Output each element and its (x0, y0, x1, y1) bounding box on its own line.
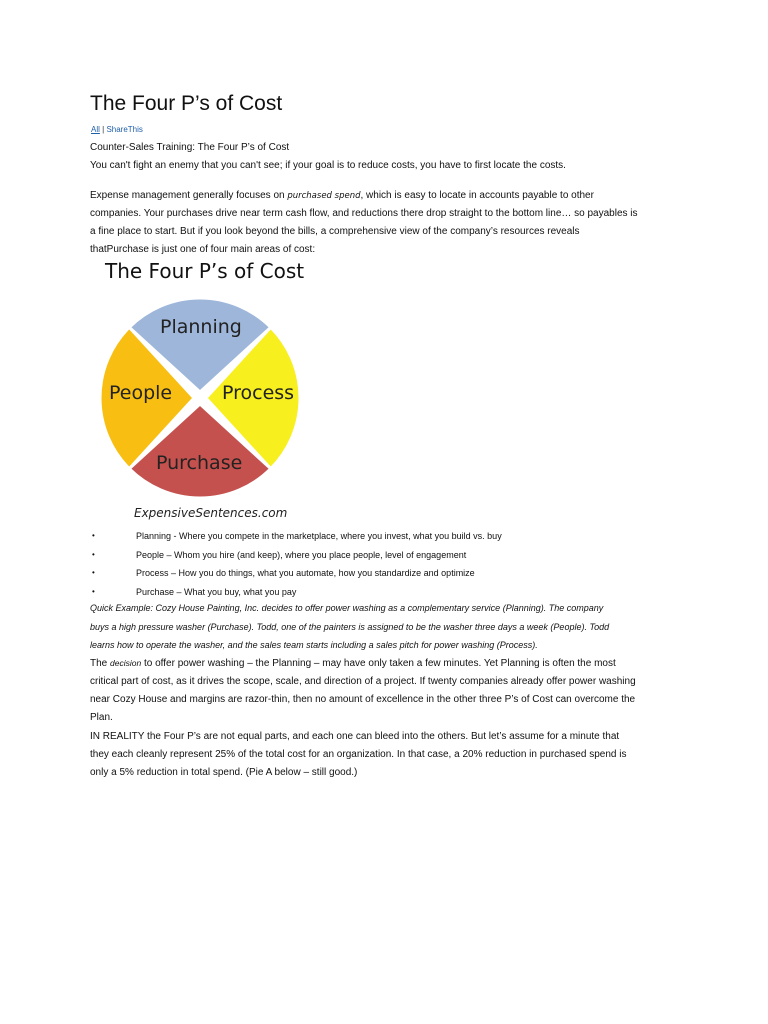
decision-line-1 (90, 654, 690, 673)
decision-paragraph (90, 654, 690, 727)
purchased-spend-emphasis: purchased spend (287, 191, 361, 201)
link-separator: | (102, 125, 105, 134)
example-line: Quick Example: Cozy House Painting, Inc. decides to offer power washing as a complementary service (Planning). The company (90, 603, 604, 613)
figure-title: The Four P’s of Cost (105, 259, 305, 283)
sharethis-link[interactable]: ShareThis (106, 125, 143, 134)
expense-line-2: companies. Your purchases drive near term cash flow, and reductions there drop straight to the bottom line… so payables is (90, 208, 638, 219)
bullet-text: Planning - Where you compete in the marketplace, where you invest, what you build vs. buy (136, 531, 502, 541)
reality-line: they each cleanly represent 25% of the total cost for an organization. In that case, a 20% reduction in purchased spend is (90, 749, 627, 760)
decision-line-4: Plan. (90, 712, 113, 723)
bullet-marker: • (92, 568, 95, 577)
expense-text: Expense management generally focuses on (90, 190, 288, 201)
expense-line-3: a fine place to start. But if you look beyond the bills, a comprehensive view of the company’s resources reveals (90, 226, 580, 237)
bullet-text: Process – How you do things, what you automate, how you standardize and optimize (136, 568, 475, 578)
page-title: The Four P’s of Cost (90, 92, 283, 115)
expense-line-4: thatPurchase is just one of four main areas of cost: (90, 244, 316, 255)
subtitle: Counter-Sales Training: The Four P’s of Cost (90, 142, 290, 153)
intro-paragraph: You can't fight an enemy that you can't see; if your goal is to reduce costs, you have to first locate the costs. (90, 160, 566, 171)
quick-example-paragraph (90, 599, 690, 655)
bullet-marker: • (92, 549, 95, 559)
bullet-text: People – Whom you hire (and keep), where you place people, level of engagement (136, 549, 467, 560)
figure-credit: ExpensiveSentences.com (134, 506, 288, 520)
people-label: People (109, 382, 173, 404)
expense-text: , which is easy to locate in accounts payable to other (360, 190, 594, 201)
reality-paragraph (90, 728, 690, 782)
decision-emphasis: decision (110, 658, 142, 668)
purchase-label: Purchase (156, 452, 243, 474)
bullet-text: Purchase – What you buy, what you pay (136, 586, 297, 597)
decision-line-2: critical part of cost, as it drives the scope, scale, and direction of a project. If twenty companies already offer power washing (90, 676, 636, 687)
decision-text: to offer power washing – the Planning – may have only taken a few minutes. Yet Planning is often the most (141, 658, 616, 669)
reality-line: IN REALITY the Four P’s are not equal parts, and each one can bleed into the others. But let’s assume for a minute that (90, 731, 620, 742)
example-line: buys a high pressure washer (Purchase). Todd, one of the painters is assigned to be the washer three days a week (People). Todd (90, 621, 610, 632)
decision-line-3: near Cozy House and margins are razor-thin, then no amount of excellence in the other three P’s of Cost can overcome the (90, 694, 636, 705)
bullet-marker: • (92, 586, 95, 596)
decision-text: The (90, 658, 111, 669)
planning-label: Planning (160, 316, 242, 338)
process-label: Process (222, 382, 295, 404)
reality-line: only a 5% reduction in total spend. (Pie A below – still good.) (90, 767, 358, 778)
example-line: learns how to operate the washer, and the sales team starts including a sales pitch for power washing (Process). (90, 640, 538, 650)
bullet-marker: • (92, 531, 95, 540)
all-link[interactable]: All (91, 125, 100, 134)
